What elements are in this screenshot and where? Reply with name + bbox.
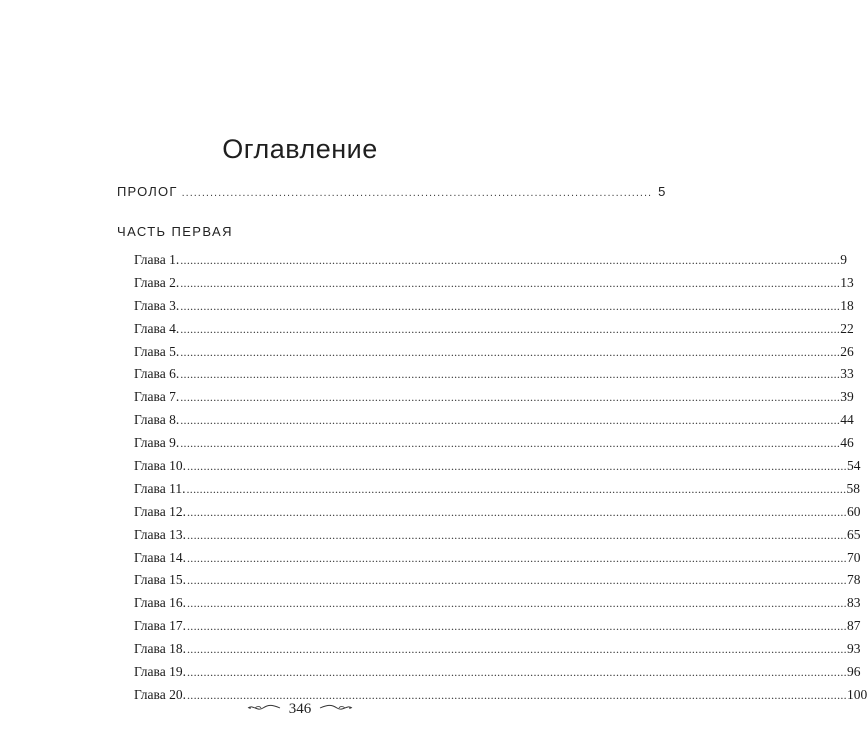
chapter-label: Глава 18.	[134, 641, 186, 657]
dot-leader: ........................................................................................................................................................................................................	[180, 390, 841, 405]
dot-leader: ........................................................................................................................................................................................................	[180, 344, 841, 359]
toc-entry-chapter[interactable]	[134, 618, 861, 641]
chapter-page: 22	[840, 320, 854, 336]
toc-entry-chapter[interactable]	[134, 503, 861, 527]
chapter-list	[134, 252, 867, 710]
dot-leader: ........................................................................................................................................................................................................	[186, 481, 847, 496]
dot-leader: ....................................................................................................................	[181, 187, 653, 199]
chapter-label: Глава 1.	[134, 252, 180, 267]
toc-title: Оглавление	[222, 134, 378, 164]
toc-entry-chapter[interactable]	[134, 641, 861, 664]
toc-entry-chapter[interactable]	[134, 549, 861, 573]
toc-entry-chapter[interactable]	[134, 595, 861, 618]
toc-entry-chapter[interactable]	[134, 297, 854, 321]
toc-entry-chapter[interactable]	[134, 320, 854, 344]
chapter-page: 9	[840, 252, 847, 267]
dot-leader: ........................................................................................................................................................................................................	[186, 504, 847, 519]
chapter-page: 44	[840, 412, 854, 428]
dot-leader: ........................................................................................................................................................................................................	[180, 298, 841, 313]
chapter-page: 18	[840, 297, 854, 313]
chapter-page: 13	[840, 274, 854, 290]
chapter-page: 26	[840, 343, 854, 359]
dot-leader: ........................................................................................................................................................................................................	[186, 459, 847, 474]
chapter-label: Глава 5.	[134, 343, 180, 359]
dot-leader: ........................................................................................................................................................................................................	[186, 687, 847, 702]
chapter-label: Глава 11.	[134, 480, 186, 496]
toc-entry-chapter[interactable]	[134, 458, 861, 481]
toc-entry-chapter[interactable]	[134, 480, 860, 504]
toc-entry-chapter[interactable]	[134, 412, 854, 435]
chapter-label: Глава 16.	[134, 595, 186, 611]
toc-entry-chapter[interactable]	[134, 435, 854, 458]
chapter-page: 33	[840, 366, 854, 382]
chapter-label: Глава 10.	[134, 458, 186, 474]
prologue-page: 5	[658, 184, 667, 199]
chapter-page: 46	[840, 435, 854, 451]
toc-entry-chapter[interactable]	[134, 526, 861, 550]
dot-leader: ........................................................................................................................................................................................................	[180, 413, 841, 428]
chapter-page: 83	[846, 595, 861, 611]
chapter-page: 58	[846, 480, 860, 496]
dot-leader: ........................................................................................................................................................................................................	[180, 253, 841, 267]
chapter-label: Глава 2.	[134, 274, 180, 290]
dot-leader: ........................................................................................................................................................................................................	[180, 367, 841, 382]
chapter-page: 96	[846, 664, 861, 680]
dot-leader: ........................................................................................................................................................................................................	[186, 573, 847, 588]
chapter-label: Глава 13.	[134, 526, 186, 542]
chapter-page: 93	[846, 641, 861, 657]
chapter-label: Глава 14.	[134, 549, 186, 565]
chapter-page: 70	[846, 549, 861, 565]
chapter-label: Глава 20.	[134, 686, 186, 702]
toc-entry-chapter[interactable]	[134, 572, 861, 595]
toc-entry-chapter[interactable]	[134, 252, 847, 275]
flourish-left-icon	[247, 700, 281, 718]
dot-leader: ........................................................................................................................................................................................................	[180, 436, 841, 451]
chapter-label: Глава 4.	[134, 320, 180, 336]
chapter-label: Глава 9.	[134, 435, 180, 451]
toc-entry-prologue[interactable]	[117, 184, 667, 199]
chapter-label: Глава 8.	[134, 412, 180, 428]
toc-entry-chapter[interactable]	[134, 366, 854, 389]
chapter-page: 65	[846, 526, 861, 542]
chapter-label: Глава 17.	[134, 618, 186, 634]
dot-leader: ........................................................................................................................................................................................................	[180, 321, 841, 336]
chapter-label: Глава 12.	[134, 503, 186, 519]
toc-entry-chapter[interactable]	[134, 343, 854, 367]
toc-entry-chapter[interactable]	[134, 664, 861, 687]
dot-leader: ........................................................................................................................................................................................................	[186, 596, 847, 611]
dot-leader: ........................................................................................................................................................................................................	[180, 275, 841, 290]
page-number: 346	[288, 700, 312, 717]
toc-entry-chapter[interactable]	[134, 274, 854, 298]
chapter-label: Глава 19.	[134, 664, 186, 680]
part-one-title: ЧАСТЬ ПЕРВАЯ	[117, 224, 233, 239]
dot-leader: ........................................................................................................................................................................................................	[186, 619, 847, 634]
prologue-label: ПРОЛОГ	[117, 184, 178, 199]
chapter-page: 60	[846, 503, 861, 519]
chapter-page: 100	[846, 686, 867, 702]
dot-leader: ........................................................................................................................................................................................................	[186, 665, 847, 680]
dot-leader: ........................................................................................................................................................................................................	[186, 642, 847, 657]
chapter-label: Глава 7.	[134, 389, 180, 405]
dot-leader: ........................................................................................................................................................................................................	[186, 527, 847, 542]
flourish-right-icon	[319, 700, 353, 718]
chapter-label: Глава 15.	[134, 572, 186, 588]
chapter-page: 39	[840, 389, 854, 405]
chapter-label: Глава 3.	[134, 297, 180, 313]
chapter-page: 54	[846, 458, 861, 474]
toc-entry-chapter[interactable]	[134, 389, 854, 412]
chapter-page: 87	[846, 618, 861, 634]
chapter-label: Глава 6.	[134, 366, 180, 382]
dot-leader: ........................................................................................................................................................................................................	[186, 550, 847, 565]
page-footer	[0, 700, 600, 718]
chapter-page: 78	[846, 572, 861, 588]
